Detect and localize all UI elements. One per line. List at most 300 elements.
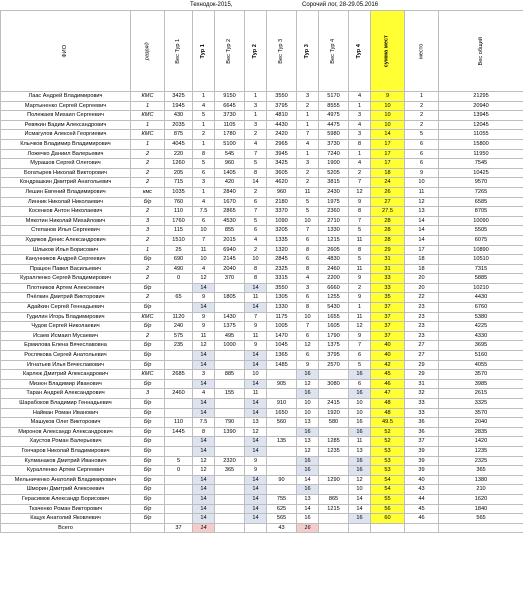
cell-place[interactable]: 33 (405, 408, 439, 418)
cell-rank[interactable]: 1 (131, 120, 165, 130)
cell-name[interactable]: Хаустов Роман Валерьевич (1, 437, 131, 447)
cell-weight-4[interactable]: 3795 (319, 351, 349, 361)
cell-weight-1[interactable]: 875 (165, 130, 193, 140)
cell-name[interactable]: Машуков Олег Викторович (1, 418, 131, 428)
cell-tour-1[interactable]: 7 (193, 235, 215, 245)
cell-tour-4[interactable]: 1 (349, 101, 371, 111)
cell-tour-3[interactable]: 14 (297, 504, 319, 514)
cell-sum[interactable]: 9 (371, 92, 405, 102)
cell-tour-2[interactable]: 7 (245, 312, 267, 322)
cell-name[interactable]: Степанов Илья Сергеевич (1, 226, 131, 236)
cell-weight-1[interactable] (165, 351, 193, 361)
cell-rank[interactable]: КМС (131, 130, 165, 140)
cell-tour-2[interactable]: 6 (245, 226, 267, 236)
cell-weight-2[interactable] (215, 504, 245, 514)
cell-weight-1[interactable]: 1445 (165, 427, 193, 437)
cell-tour-3[interactable]: 7 (297, 130, 319, 140)
cell-place[interactable]: 39 (405, 446, 439, 456)
cell-weight-4[interactable]: 1290 (319, 475, 349, 485)
cell-name[interactable]: Карлюк Дмитрий Александрович (1, 370, 131, 380)
cell-place[interactable]: 6 (405, 159, 439, 169)
cell-total[interactable]: 2325 (439, 456, 523, 466)
cell-tour-4[interactable]: 8 (349, 245, 371, 255)
cell-weight-4[interactable]: 580 (319, 418, 349, 428)
cell-tour-4[interactable]: 10 (349, 408, 371, 418)
cell-name[interactable]: Адайкин Сергей Геннадьевич (1, 303, 131, 313)
cell-rank[interactable]: б/р (131, 360, 165, 370)
col-header-w4[interactable] (319, 11, 349, 92)
cell-weight-4[interactable]: 2570 (319, 360, 349, 370)
cell-weight-4[interactable]: 1920 (319, 408, 349, 418)
cell-tour-4[interactable]: 12 (349, 322, 371, 332)
cell-tour-2[interactable]: 9 (245, 341, 267, 351)
cell-rank[interactable]: б/р (131, 494, 165, 504)
cell-total[interactable]: 6075 (439, 235, 523, 245)
cell-total[interactable]: 5380 (439, 312, 523, 322)
cell-total[interactable]: 1380 (439, 475, 523, 485)
cell-place[interactable]: 31 (405, 379, 439, 389)
cell-weight-2[interactable]: 2320 (215, 456, 245, 466)
cell-place[interactable]: 23 (405, 303, 439, 313)
cell-total[interactable]: 2615 (439, 389, 523, 399)
cell-rank[interactable]: б/р (131, 408, 165, 418)
table-row[interactable] (1, 216, 523, 226)
cell-weight-4[interactable]: 2360 (319, 207, 349, 217)
cell-name[interactable]: Исмагулов Алексей Георгиевич (1, 130, 131, 140)
cell-tour-2[interactable]: 14 (245, 379, 267, 389)
cell-weight-3[interactable] (267, 485, 297, 495)
cell-tour-2[interactable]: 14 (245, 494, 267, 504)
cell-tour-2[interactable]: 14 (245, 437, 267, 447)
cell-tour-2[interactable]: 14 (245, 178, 267, 188)
cell-weight-1[interactable]: 220 (165, 149, 193, 159)
cell-weight-4[interactable]: 865 (319, 494, 349, 504)
cell-weight-1[interactable] (165, 475, 193, 485)
table-row[interactable] (1, 120, 523, 130)
cell-tour-3[interactable]: 16 (297, 389, 319, 399)
cell-tour-1[interactable]: 14 (193, 408, 215, 418)
cell-sum[interactable]: 10 (371, 111, 405, 121)
cell-weight-2[interactable]: 790 (215, 418, 245, 428)
cell-place[interactable]: 17 (405, 245, 439, 255)
cell-tour-3[interactable]: 16 (297, 485, 319, 495)
cell-total[interactable]: 2040 (439, 418, 523, 428)
table-row[interactable] (1, 293, 523, 303)
cell-sum[interactable]: 52 (371, 427, 405, 437)
cell-weight-4[interactable]: 3730 (319, 139, 349, 149)
cell-place[interactable]: 14 (405, 216, 439, 226)
cell-tour-1[interactable]: 12 (193, 274, 215, 284)
cell-weight-2[interactable]: 855 (215, 226, 245, 236)
cell-weight-1[interactable]: 2685 (165, 370, 193, 380)
col-header-t1[interactable] (193, 11, 215, 92)
cell-total[interactable]: 6585 (439, 197, 523, 207)
table-row[interactable] (1, 235, 523, 245)
cell-weight-2[interactable] (215, 360, 245, 370)
cell-sum[interactable]: 46 (371, 379, 405, 389)
table-row[interactable] (1, 274, 523, 284)
cell-tour-2[interactable]: 8 (245, 168, 267, 178)
cell-tour-4[interactable]: 12 (349, 475, 371, 485)
cell-tour-3[interactable]: 12 (297, 379, 319, 389)
cell-rank[interactable]: б/р (131, 418, 165, 428)
cell-weight-2[interactable]: 1670 (215, 197, 245, 207)
table-row[interactable] (1, 504, 523, 514)
cell-weight-2[interactable]: 1805 (215, 293, 245, 303)
cell-name[interactable]: Рослякова Сергей Анатольевич (1, 351, 131, 361)
cell-weight-4[interactable]: 1330 (319, 226, 349, 236)
cell-weight-1[interactable] (165, 485, 193, 495)
cell-weight-2[interactable]: 2040 (215, 264, 245, 274)
cell-weight-2[interactable]: 1375 (215, 322, 245, 332)
cell-place[interactable]: 27 (405, 351, 439, 361)
cell-weight-1[interactable]: 4045 (165, 139, 193, 149)
cell-weight-2[interactable] (215, 446, 245, 456)
cell-tour-1[interactable]: 5 (193, 159, 215, 169)
cell-weight-1[interactable]: 1120 (165, 312, 193, 322)
cell-tour-4[interactable]: 9 (349, 331, 371, 341)
cell-weight-2[interactable] (215, 475, 245, 485)
table-row[interactable] (1, 322, 523, 332)
cell-weight-3[interactable]: 1005 (267, 322, 297, 332)
cell-name[interactable]: Ермилова Елена Вячеславовна (1, 341, 131, 351)
cell-tour-1[interactable]: 14 (193, 379, 215, 389)
cell-name[interactable]: Полежаев Михаил Сергеевич (1, 111, 131, 121)
cell-weight-1[interactable]: 0 (165, 466, 193, 476)
cell-weight-2[interactable]: 1430 (215, 312, 245, 322)
cell-weight-2[interactable] (215, 408, 245, 418)
cell-place[interactable]: 46 (405, 514, 439, 524)
cell-sum[interactable]: 37 (371, 312, 405, 322)
cell-total[interactable]: 5505 (439, 226, 523, 236)
cell-sum[interactable]: 56 (371, 504, 405, 514)
cell-tour-1[interactable]: 14 (193, 446, 215, 456)
cell-total[interactable]: 8705 (439, 207, 523, 217)
cell-weight-4[interactable]: 4475 (319, 120, 349, 130)
cell-tour-3[interactable]: 6 (297, 351, 319, 361)
cell-tour-3[interactable]: 8 (297, 264, 319, 274)
cell-rank[interactable]: 2 (131, 235, 165, 245)
cell-weight-4[interactable]: 1255 (319, 293, 349, 303)
cell-weight-3[interactable]: 4810 (267, 111, 297, 121)
cell-place[interactable]: 27 (405, 341, 439, 351)
cell-sum[interactable]: 31 (371, 255, 405, 265)
cell-weight-3[interactable]: 3370 (267, 207, 297, 217)
cell-place[interactable]: 10 (405, 178, 439, 188)
cell-tour-1[interactable]: 14 (193, 485, 215, 495)
cell-tour-1[interactable]: 4 (193, 264, 215, 274)
cell-rank[interactable]: б/р (131, 456, 165, 466)
cell-place[interactable]: 33 (405, 399, 439, 409)
cell-tour-3[interactable]: 16 (297, 514, 319, 524)
cell-place[interactable]: 40 (405, 475, 439, 485)
cell-tour-4[interactable]: 14 (349, 494, 371, 504)
cell-rank[interactable]: 2 (131, 178, 165, 188)
cell-sum[interactable]: 53 (371, 456, 405, 466)
cell-tour-3[interactable]: 13 (297, 418, 319, 428)
cell-weight-4[interactable]: 1655 (319, 312, 349, 322)
cell-name[interactable]: Мельниченко Анатолий Владимирович (1, 475, 131, 485)
cell-name[interactable]: Шморин Дмитрий Алексеевич (1, 485, 131, 495)
table-row[interactable] (1, 514, 523, 524)
cell-rank[interactable]: б/р (131, 475, 165, 485)
cell-weight-1[interactable]: 1760 (165, 216, 193, 226)
cell-weight-3[interactable] (267, 370, 297, 380)
cell-tour-1[interactable]: 14 (193, 360, 215, 370)
cell-tour-1[interactable]: 7.5 (193, 207, 215, 217)
cell-rank[interactable]: б/р (131, 437, 165, 447)
cell-place[interactable]: 6 (405, 139, 439, 149)
cell-weight-3[interactable]: 2845 (267, 255, 297, 265)
cell-total[interactable]: 20940 (439, 101, 523, 111)
cell-tour-2[interactable]: 14 (245, 399, 267, 409)
cell-name[interactable]: Таран Андрей Александрович (1, 389, 131, 399)
cell-tour-2[interactable]: 2 (245, 187, 267, 197)
cell-tour-1[interactable]: 2 (193, 130, 215, 140)
cell-total[interactable]: 1620 (439, 494, 523, 504)
cell-tour-3[interactable]: 4 (297, 139, 319, 149)
table-row[interactable] (1, 389, 523, 399)
cell-sum[interactable]: 27 (371, 197, 405, 207)
cell-total[interactable]: 9570 (439, 178, 523, 188)
cell-name[interactable]: Кацук Анатолий Яковлевич (1, 514, 131, 524)
col-header-rank[interactable] (131, 11, 165, 92)
cell-weight-2[interactable]: 2145 (215, 255, 245, 265)
cell-tour-4[interactable]: 16 (349, 514, 371, 524)
cell-total[interactable]: 10210 (439, 283, 523, 293)
cell-sum[interactable]: 37 (371, 322, 405, 332)
cell-name[interactable]: Мурашов Сергей Олегович (1, 159, 131, 169)
cell-tour-3[interactable]: 1 (297, 149, 319, 159)
cell-tour-4[interactable]: 5 (349, 226, 371, 236)
cell-tour-2[interactable]: 3 (245, 120, 267, 130)
cell-name[interactable]: Куралленко Артем Сергеевич (1, 466, 131, 476)
cell-weight-4[interactable]: 1790 (319, 331, 349, 341)
cell-weight-1[interactable]: 65 (165, 293, 193, 303)
col-header-place[interactable] (405, 11, 439, 92)
cell-weight-2[interactable]: 6645 (215, 101, 245, 111)
cell-tour-2[interactable]: 2 (245, 245, 267, 255)
cell-weight-4[interactable]: 1375 (319, 341, 349, 351)
table-row[interactable] (1, 341, 523, 351)
table-row[interactable] (1, 130, 523, 140)
cell-sum[interactable]: 18 (371, 168, 405, 178)
cell-name[interactable]: Плотников Артем Алексеевич (1, 283, 131, 293)
table-row[interactable] (1, 149, 523, 159)
cell-rank[interactable]: б/р (131, 351, 165, 361)
cell-total[interactable]: 1420 (439, 437, 523, 447)
cell-tour-2[interactable]: 14 (245, 360, 267, 370)
table-row[interactable] (1, 379, 523, 389)
cell-total[interactable]: 4055 (439, 360, 523, 370)
cell-tour-1[interactable]: 6 (193, 168, 215, 178)
cell-tour-3[interactable]: 6 (297, 331, 319, 341)
cell-sum[interactable]: 37 (371, 303, 405, 313)
cell-sum[interactable]: 26 (371, 187, 405, 197)
cell-weight-3[interactable]: 1330 (267, 303, 297, 313)
cell-rank[interactable]: 2 (131, 168, 165, 178)
cell-rank[interactable]: кмс (131, 187, 165, 197)
col-header-total[interactable] (439, 11, 523, 92)
cell-tour-3[interactable]: 16 (297, 456, 319, 466)
cell-rank[interactable]: 3 (131, 216, 165, 226)
cell-weight-3[interactable]: 3795 (267, 101, 297, 111)
table-row[interactable] (1, 427, 523, 437)
cell-tour-3[interactable]: 8 (297, 245, 319, 255)
cell-weight-4[interactable]: 5170 (319, 92, 349, 102)
cell-weight-4[interactable]: 2460 (319, 264, 349, 274)
cell-weight-1[interactable]: 235 (165, 341, 193, 351)
cell-tour-3[interactable]: 11 (297, 187, 319, 197)
cell-sum[interactable]: 54 (371, 475, 405, 485)
cell-weight-4[interactable]: 1285 (319, 437, 349, 447)
cell-tour-1[interactable]: 14 (193, 475, 215, 485)
cell-rank[interactable]: 2 (131, 149, 165, 159)
cell-tour-1[interactable]: 14 (193, 494, 215, 504)
cell-name[interactable]: Косенков Антон Николаевич (1, 207, 131, 217)
cell-tour-4[interactable]: 11 (349, 264, 371, 274)
cell-tour-1[interactable]: 14 (193, 514, 215, 524)
cell-tour-4[interactable]: 16 (349, 466, 371, 476)
cell-sum[interactable]: 52 (371, 437, 405, 447)
cell-weight-4[interactable]: 2415 (319, 399, 349, 409)
cell-weight-3[interactable]: 3205 (267, 226, 297, 236)
cell-name[interactable]: Герасимов Александр Борисович (1, 494, 131, 504)
cell-tour-1[interactable]: 3 (193, 178, 215, 188)
cell-weight-2[interactable]: 2865 (215, 207, 245, 217)
cell-sum[interactable]: 60 (371, 514, 405, 524)
cell-total[interactable]: 1235 (439, 446, 523, 456)
cell-weight-3[interactable]: 1365 (267, 351, 297, 361)
cell-rank[interactable]: 2 (131, 207, 165, 217)
cell-name[interactable]: Куралленко Сергей Владимирович (1, 274, 131, 284)
cell-rank[interactable]: КМС (131, 111, 165, 121)
cell-place[interactable]: 37 (405, 437, 439, 447)
table-row[interactable] (1, 226, 523, 236)
cell-total[interactable]: 4330 (439, 331, 523, 341)
cell-place[interactable]: 9 (405, 168, 439, 178)
cell-weight-1[interactable] (165, 283, 193, 293)
cell-sum[interactable]: 40 (371, 341, 405, 351)
cell-weight-2[interactable]: 545 (215, 149, 245, 159)
cell-tour-1[interactable]: 1 (193, 120, 215, 130)
cell-tour-3[interactable]: 13 (297, 437, 319, 447)
cell-sum[interactable]: 28 (371, 235, 405, 245)
table-row[interactable] (1, 101, 523, 111)
cell-tour-2[interactable]: 2 (245, 130, 267, 140)
cell-weight-1[interactable]: 2460 (165, 389, 193, 399)
cell-place[interactable]: 1 (405, 92, 439, 102)
cell-tour-4[interactable]: 4 (349, 159, 371, 169)
cell-weight-4[interactable] (319, 370, 349, 380)
cell-weight-3[interactable] (267, 427, 297, 437)
cell-name[interactable]: Мякотин Николай Михайлович (1, 216, 131, 226)
cell-total[interactable]: 565 (439, 514, 523, 524)
cell-tour-1[interactable]: 4 (193, 389, 215, 399)
table-row[interactable] (1, 245, 523, 255)
cell-rank[interactable]: 2 (131, 293, 165, 303)
cell-tour-4[interactable]: 10 (349, 485, 371, 495)
cell-weight-4[interactable]: 8555 (319, 101, 349, 111)
cell-rank[interactable]: 1 (131, 101, 165, 111)
table-row[interactable] (1, 303, 523, 313)
cell-sum[interactable]: 10 (371, 101, 405, 111)
cell-rank[interactable]: б/р (131, 341, 165, 351)
cell-rank[interactable]: б/р (131, 446, 165, 456)
cell-weight-4[interactable]: 4830 (319, 255, 349, 265)
cell-total[interactable]: 1840 (439, 504, 523, 514)
cell-tour-2[interactable]: 9 (245, 466, 267, 476)
cell-place[interactable]: 18 (405, 264, 439, 274)
cell-tour-1[interactable]: 14 (193, 303, 215, 313)
cell-place[interactable]: 12 (405, 197, 439, 207)
cell-weight-3[interactable]: 1320 (267, 245, 297, 255)
table-row[interactable] (1, 370, 523, 380)
cell-rank[interactable]: 1 (131, 139, 165, 149)
cell-rank[interactable]: 3 (131, 389, 165, 399)
cell-total[interactable]: 3570 (439, 408, 523, 418)
cell-tour-3[interactable]: 12 (297, 341, 319, 351)
cell-total[interactable]: 10425 (439, 168, 523, 178)
cell-weight-2[interactable]: 885 (215, 370, 245, 380)
cell-sum[interactable]: 48 (371, 399, 405, 409)
cell-total[interactable]: 7265 (439, 187, 523, 197)
cell-weight-4[interactable] (319, 427, 349, 437)
cell-name[interactable]: Гудилин Игорь Владимирович (1, 312, 131, 322)
cell-tour-3[interactable]: 1 (297, 111, 319, 121)
table-row[interactable] (1, 207, 523, 217)
cell-weight-4[interactable]: 1900 (319, 159, 349, 169)
cell-weight-3[interactable]: 1335 (267, 235, 297, 245)
cell-sum[interactable]: 27.5 (371, 207, 405, 217)
cell-tour-2[interactable]: 5 (245, 159, 267, 169)
cell-tour-2[interactable]: 10 (245, 255, 267, 265)
cell-tour-4[interactable]: 3 (349, 111, 371, 121)
table-row[interactable] (1, 178, 523, 188)
cell-tour-2[interactable]: 14 (245, 351, 267, 361)
cell-total[interactable]: 2835 (439, 427, 523, 437)
cell-weight-3[interactable]: 3945 (267, 149, 297, 159)
cell-tour-4[interactable]: 16 (349, 418, 371, 428)
cell-weight-2[interactable]: 420 (215, 178, 245, 188)
table-row[interactable] (1, 485, 523, 495)
table-row[interactable] (1, 197, 523, 207)
cell-tour-3[interactable]: 2 (297, 178, 319, 188)
cell-rank[interactable]: 2 (131, 159, 165, 169)
cell-weight-3[interactable]: 2180 (267, 197, 297, 207)
cell-name[interactable]: Шлыков Илья Борисович (1, 245, 131, 255)
cell-place[interactable]: 11 (405, 187, 439, 197)
cell-sum[interactable]: 28 (371, 216, 405, 226)
table-row[interactable] (1, 360, 523, 370)
table-row[interactable] (1, 456, 523, 466)
cell-weight-3[interactable]: 755 (267, 494, 297, 504)
cell-tour-2[interactable]: 7 (245, 149, 267, 159)
cell-weight-2[interactable]: 365 (215, 466, 245, 476)
cell-tour-1[interactable]: 8 (193, 427, 215, 437)
cell-weight-1[interactable]: 205 (165, 168, 193, 178)
cell-weight-2[interactable]: 1105 (215, 120, 245, 130)
cell-weight-1[interactable]: 110 (165, 207, 193, 217)
cell-weight-4[interactable]: 5430 (319, 303, 349, 313)
cell-weight-1[interactable]: 25 (165, 245, 193, 255)
cell-weight-1[interactable]: 115 (165, 226, 193, 236)
cell-tour-1[interactable]: 11 (193, 245, 215, 255)
cell-weight-2[interactable] (215, 399, 245, 409)
cell-tour-1[interactable]: 9 (193, 322, 215, 332)
cell-name[interactable]: Працюн Павел Васильевич (1, 264, 131, 274)
cell-weight-2[interactable] (215, 437, 245, 447)
